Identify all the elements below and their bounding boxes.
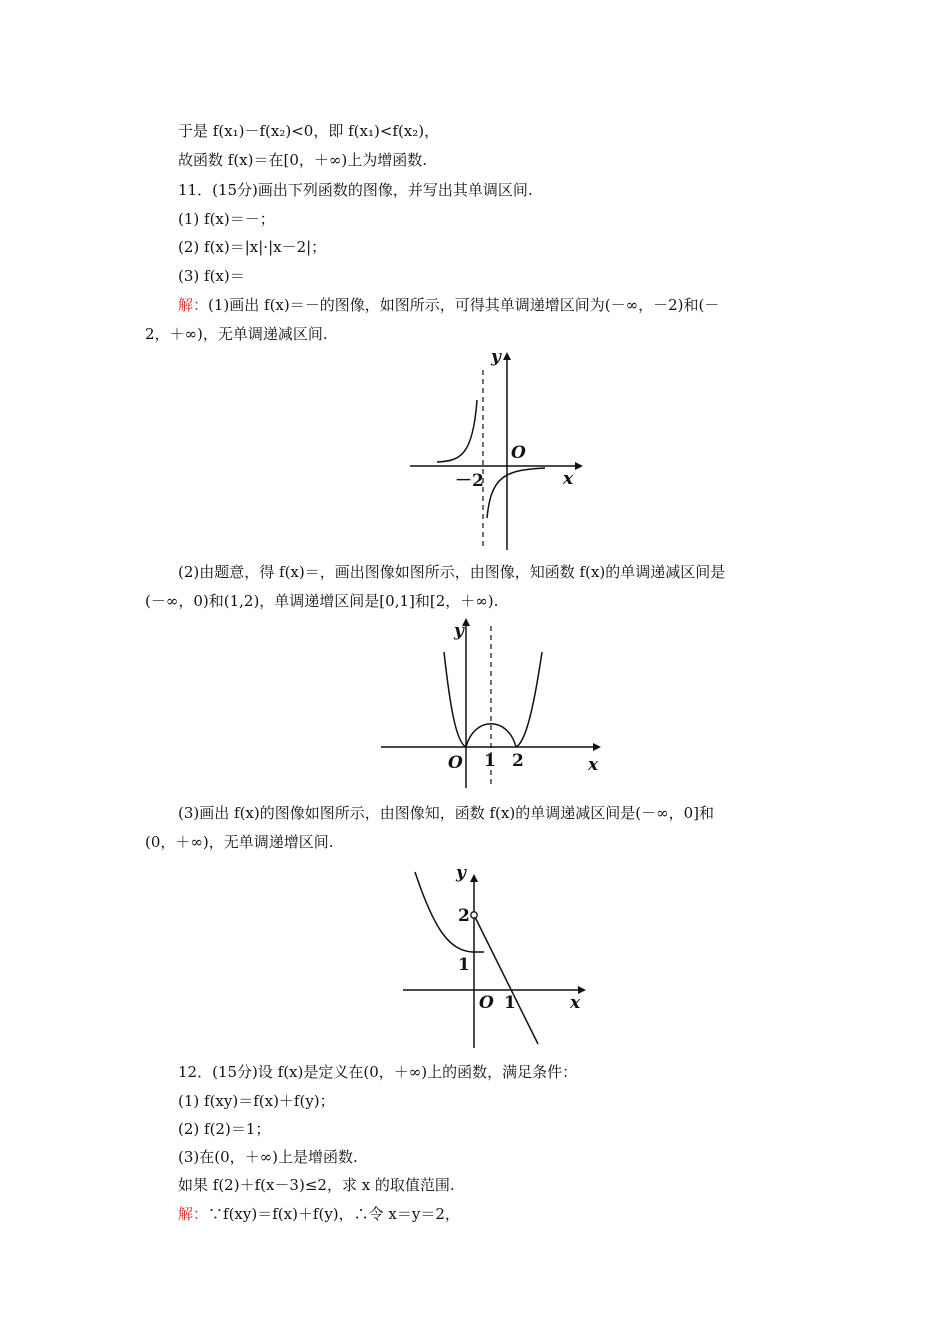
tick-label-x1: 1 bbox=[504, 993, 516, 1013]
tick-label-y2: 2 bbox=[458, 906, 470, 926]
x-axis-label: x bbox=[588, 755, 599, 775]
solution-label: 解： bbox=[178, 1205, 209, 1223]
tick-label-2: 2 bbox=[512, 751, 524, 771]
text-line bbox=[178, 1204, 460, 1224]
solution-text: ∵f(xy)＝f(x)＋f(y)，∴令 x＝y＝2， bbox=[208, 1205, 460, 1223]
text-line: (1) f(x)＝－； bbox=[178, 210, 275, 228]
problem-12-heading: 12．(15分)设 f(x)是定义在(0，＋∞)上的函数，满足条件： bbox=[178, 1063, 578, 1081]
y-axis-label: y bbox=[491, 347, 501, 367]
y-axis-label: y bbox=[454, 621, 464, 641]
text-line: (2)由题意，得 f(x)＝，画出图像如图所示，由图像，知函数 f(x)的单调递减区间是 bbox=[178, 563, 726, 581]
tick-label-1: 1 bbox=[484, 751, 496, 771]
origin-label: O bbox=[448, 753, 463, 773]
origin-label: O bbox=[479, 993, 494, 1013]
x-axis-label: x bbox=[570, 993, 581, 1013]
solution-label: 解： bbox=[178, 296, 209, 314]
problem-11-heading: 11．(15分)画出下列函数的图像，并写出其单调区间. bbox=[178, 181, 533, 199]
text-line: 如果 f(2)＋f(x－3)≤2，求 x 的取值范围. bbox=[178, 1176, 455, 1194]
text-line: (2) f(x)＝|x|·|x－2|； bbox=[178, 238, 327, 256]
text-line: (1) f(xy)＝f(x)＋f(y)； bbox=[178, 1092, 335, 1110]
text-line: (3)在(0，＋∞)上是增函数. bbox=[178, 1148, 358, 1166]
origin-label: O bbox=[511, 443, 526, 463]
text-line: (3)画出 f(x)的图像如图所示，由图像知，函数 f(x)的单调递减区间是(－∞，0]和 bbox=[178, 804, 714, 822]
tick-label-neg2: －2 bbox=[455, 471, 484, 491]
text-line: (0，＋∞)，无单调递增区间. bbox=[145, 833, 334, 851]
tick-label-y1: 1 bbox=[458, 955, 470, 975]
y-axis-label: y bbox=[456, 863, 466, 883]
text-line: (3) f(x)＝ bbox=[178, 267, 245, 285]
text-line bbox=[178, 295, 719, 315]
text-line: 于是 f(x₁)－f(x₂)<0，即 f(x₁)<f(x₂)， bbox=[178, 122, 440, 140]
text-line: (2) f(2)＝1； bbox=[178, 1120, 271, 1138]
figure-2-abs-product bbox=[378, 616, 608, 794]
solution-text: (1)画出 f(x)＝－的图像，如图所示，可得其单调递增区间为(－∞，－2)和(－ bbox=[208, 296, 720, 314]
x-axis-label: x bbox=[563, 469, 574, 489]
text-line: 2，＋∞)，无单调递减区间. bbox=[145, 325, 328, 343]
figure-3-piecewise bbox=[400, 862, 595, 1052]
text-line: 故函数 f(x)＝在[0，＋∞)上为增函数. bbox=[178, 151, 427, 169]
figure-1-hyperbola bbox=[405, 348, 585, 553]
text-line: (－∞，0)和(1,2)，单调递增区间是[0,1]和[2，＋∞). bbox=[145, 592, 499, 610]
